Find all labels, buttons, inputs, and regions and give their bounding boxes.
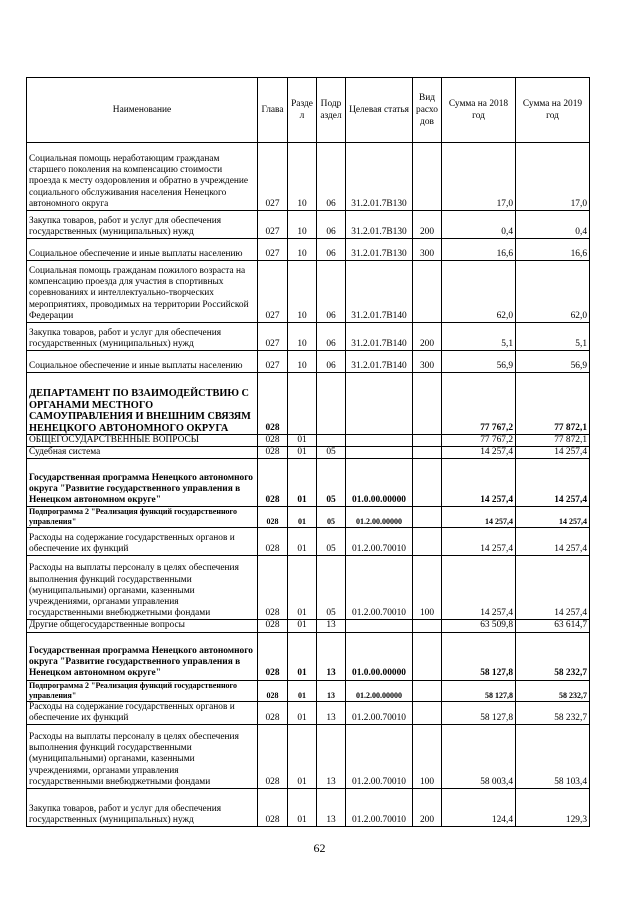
- row-name: Социальная помощь гражданам пожилого возраста на компенсацию проезда для участия в спортивных соревнованиях и интеллектуально-творческих мероприятиях, проводимых на территории Российской Федерации: [27, 261, 258, 323]
- row-name: Социальное обеспечение и иные выплаты населению: [27, 351, 258, 373]
- table-row: [27, 789, 590, 827]
- row-vid: [413, 528, 442, 556]
- row-glava: 027: [258, 239, 288, 261]
- budget-table: [26, 77, 590, 827]
- row-sum-2018: 14 257,4: [442, 459, 516, 507]
- row-vid: 300: [413, 351, 442, 373]
- row-razdel: 01: [288, 620, 317, 632]
- table-row: [27, 239, 590, 261]
- table-row: [27, 447, 590, 459]
- row-podrazdel: 13: [317, 701, 346, 724]
- row-name: Государственная программа Ненецкого автономного округа "Развитие государственного управления в Ненецком автономном округе": [27, 459, 258, 507]
- row-sum-2018: 5,1: [442, 323, 516, 351]
- row-sum-2018: 14 257,4: [442, 507, 516, 528]
- row-name: Расходы на содержание государственных органов и обеспечение их функций: [27, 528, 258, 556]
- row-vid: 300: [413, 239, 442, 261]
- row-target: 01.2.00.70010: [346, 528, 413, 556]
- row-name: Закупка товаров, работ и услуг для обеспечения государственных (муниципальных) нужд: [27, 211, 258, 239]
- row-razdel: 01: [288, 789, 317, 827]
- row-glava: 028: [258, 528, 288, 556]
- table-row: [27, 211, 590, 239]
- table-header-row: [27, 78, 590, 143]
- row-razdel: 01: [288, 556, 317, 620]
- row-name: Социальное обеспечение и иные выплаты населению: [27, 239, 258, 261]
- row-sum-2018: 63 509,8: [442, 620, 516, 632]
- row-glava: 028: [258, 789, 288, 827]
- row-target: 01.0.00.00000: [346, 632, 413, 680]
- table-row: [27, 528, 590, 556]
- row-name: Государственная программа Ненецкого автономного округа "Развитие государственного управления в Ненецком автономном округе": [27, 632, 258, 680]
- row-glava: 027: [258, 211, 288, 239]
- row-razdel: 01: [288, 632, 317, 680]
- row-vid: [413, 680, 442, 701]
- table-row: [27, 620, 590, 632]
- row-sum-2018: 58 003,4: [442, 725, 516, 789]
- row-sum-2019: 14 257,4: [516, 459, 590, 507]
- row-vid: [413, 459, 442, 507]
- row-sum-2019: 58 103,4: [516, 725, 590, 789]
- table-row: [27, 556, 590, 620]
- row-glava: 028: [258, 620, 288, 632]
- row-razdel: 10: [288, 261, 317, 323]
- row-target: [346, 447, 413, 459]
- header-name: Наименование: [27, 78, 258, 143]
- row-target: 01.2.00.70010: [346, 701, 413, 724]
- row-sum-2019: 14 257,4: [516, 556, 590, 620]
- table-row: [27, 701, 590, 724]
- row-razdel: 10: [288, 323, 317, 351]
- row-glava: 028: [258, 701, 288, 724]
- row-sum-2019: 17,0: [516, 143, 590, 211]
- table-row: [27, 680, 590, 701]
- row-target: 31.2.01.7В140: [346, 261, 413, 323]
- row-vid: 200: [413, 789, 442, 827]
- row-sum-2018: 0,4: [442, 211, 516, 239]
- header-podrazdel: Подр аздел: [317, 78, 346, 143]
- row-razdel: [288, 373, 317, 435]
- row-podrazdel: [317, 373, 346, 435]
- row-razdel: 10: [288, 211, 317, 239]
- row-name: Закупка товаров, работ и услуг для обеспечения государственных (муниципальных) нужд: [27, 323, 258, 351]
- row-sum-2019: 14 257,4: [516, 528, 590, 556]
- row-glava: 028: [258, 556, 288, 620]
- row-name: Подпрограмма 2 "Реализация функций государственного управления": [27, 507, 258, 528]
- row-glava: 028: [258, 632, 288, 680]
- row-podrazdel: 05: [317, 556, 346, 620]
- row-sum-2019: 16,6: [516, 239, 590, 261]
- row-target: [346, 620, 413, 632]
- header-target: Целевая статья: [346, 78, 413, 143]
- row-podrazdel: 05: [317, 507, 346, 528]
- page-number: 62: [313, 841, 326, 855]
- table-row: [27, 632, 590, 680]
- row-sum-2018: 124,4: [442, 789, 516, 827]
- row-podrazdel: 05: [317, 528, 346, 556]
- row-name: Закупка товаров, работ и услуг для обеспечения государственных (муниципальных) нужд: [27, 789, 258, 827]
- row-sum-2018: 14 257,4: [442, 528, 516, 556]
- row-vid: 200: [413, 211, 442, 239]
- row-glava: 027: [258, 351, 288, 373]
- row-vid: 100: [413, 556, 442, 620]
- row-target: 01.2.00.00000: [346, 507, 413, 528]
- row-target: [346, 435, 413, 447]
- row-razdel: 01: [288, 507, 317, 528]
- row-podrazdel: 05: [317, 459, 346, 507]
- table-row: [27, 507, 590, 528]
- row-glava: 027: [258, 143, 288, 211]
- row-glava: 028: [258, 435, 288, 447]
- row-podrazdel: 13: [317, 789, 346, 827]
- row-podrazdel: 13: [317, 632, 346, 680]
- row-sum-2018: 17,0: [442, 143, 516, 211]
- row-vid: [413, 447, 442, 459]
- row-target: 31.2.01.7В140: [346, 323, 413, 351]
- table-row: [27, 373, 590, 435]
- table-row: [27, 261, 590, 323]
- row-sum-2018: 16,6: [442, 239, 516, 261]
- row-name: ДЕПАРТАМЕНТ ПО ВЗАИМОДЕЙСТВИЮ С ОРГАНАМИ МЕСТНОГО САМОУПРАВЛЕНИЯ И ВНЕШНИМ СВЯЗЯМ НЕНЕЦКОГО АВТОНОМНОГО ОКРУГА: [27, 373, 258, 435]
- row-sum-2018: 62,0: [442, 261, 516, 323]
- row-target: 01.0.00.00000: [346, 459, 413, 507]
- row-razdel: 01: [288, 459, 317, 507]
- row-razdel: 01: [288, 701, 317, 724]
- row-glava: 027: [258, 261, 288, 323]
- row-razdel: 01: [288, 435, 317, 447]
- row-sum-2019: 58 232,7: [516, 701, 590, 724]
- row-sum-2018: 58 127,8: [442, 632, 516, 680]
- row-name: Подпрограмма 2 "Реализация функций государственного управления": [27, 680, 258, 701]
- row-name: Судебная система: [27, 447, 258, 459]
- row-vid: 100: [413, 725, 442, 789]
- row-target: 31.2.01.7В130: [346, 143, 413, 211]
- table-row: [27, 725, 590, 789]
- row-podrazdel: 05: [317, 447, 346, 459]
- row-podrazdel: 06: [317, 261, 346, 323]
- table-row: [27, 143, 590, 211]
- row-razdel: 01: [288, 447, 317, 459]
- row-target: 01.2.00.00000: [346, 680, 413, 701]
- row-vid: [413, 620, 442, 632]
- row-sum-2019: 63 614,7: [516, 620, 590, 632]
- row-podrazdel: 06: [317, 323, 346, 351]
- row-podrazdel: 06: [317, 351, 346, 373]
- row-podrazdel: [317, 435, 346, 447]
- row-glava: 028: [258, 373, 288, 435]
- header-razdel: Разде л: [288, 78, 317, 143]
- row-podrazdel: 13: [317, 725, 346, 789]
- row-sum-2019: 0,4: [516, 211, 590, 239]
- row-sum-2018: 14 257,4: [442, 447, 516, 459]
- row-sum-2019: 14 257,4: [516, 507, 590, 528]
- row-glava: 028: [258, 459, 288, 507]
- row-sum-2018: 14 257,4: [442, 556, 516, 620]
- row-podrazdel: 06: [317, 239, 346, 261]
- row-podrazdel: 13: [317, 620, 346, 632]
- row-target: 01.2.00.70010: [346, 725, 413, 789]
- row-name: Социальная помощь неработающим гражданам старшего поколения на компенсацию стоимости проезда к месту оздоровления и обратно в учреждение социального обслуживания населения Ненецкого автономного округа: [27, 143, 258, 211]
- row-razdel: 10: [288, 351, 317, 373]
- row-vid: [413, 632, 442, 680]
- row-target: 01.2.00.70010: [346, 789, 413, 827]
- row-podrazdel: 06: [317, 211, 346, 239]
- row-podrazdel: 13: [317, 680, 346, 701]
- table-body: [27, 143, 590, 827]
- row-sum-2019: 77 872,1: [516, 373, 590, 435]
- row-razdel: 01: [288, 725, 317, 789]
- row-vid: [413, 435, 442, 447]
- row-sum-2018: 58 127,8: [442, 680, 516, 701]
- row-glava: 028: [258, 507, 288, 528]
- row-glava: 028: [258, 447, 288, 459]
- header-sum-2018: Сумма на 2018 год: [442, 78, 516, 143]
- row-sum-2019: 77 872,1: [516, 435, 590, 447]
- row-sum-2019: 58 232,7: [516, 680, 590, 701]
- row-target: 31.2.01.7В140: [346, 351, 413, 373]
- table-row: [27, 459, 590, 507]
- row-podrazdel: 06: [317, 143, 346, 211]
- row-sum-2019: 129,3: [516, 789, 590, 827]
- row-sum-2019: 56,9: [516, 351, 590, 373]
- row-sum-2019: 62,0: [516, 261, 590, 323]
- row-sum-2019: 14 257,4: [516, 447, 590, 459]
- row-name: Расходы на выплаты персоналу в целях обеспечения выполнения функций государственными (муниципальными) органами, казенными учреждениями, органами управления государственными внебюджетными фондами: [27, 725, 258, 789]
- row-sum-2019: 58 232,7: [516, 632, 590, 680]
- header-sum-2019: Сумма на 2019 год: [516, 78, 590, 143]
- table-row: [27, 351, 590, 373]
- row-sum-2018: 77 767,2: [442, 373, 516, 435]
- row-glava: 028: [258, 680, 288, 701]
- row-razdel: 01: [288, 528, 317, 556]
- header-glava: Глава: [258, 78, 288, 143]
- row-razdel: 10: [288, 239, 317, 261]
- row-sum-2018: 58 127,8: [442, 701, 516, 724]
- row-razdel: 10: [288, 143, 317, 211]
- row-target: [346, 373, 413, 435]
- row-target: 01.2.00.70010: [346, 556, 413, 620]
- row-vid: [413, 261, 442, 323]
- table-row: [27, 435, 590, 447]
- row-sum-2018: 56,9: [442, 351, 516, 373]
- row-vid: [413, 701, 442, 724]
- row-vid: [413, 143, 442, 211]
- row-vid: [413, 373, 442, 435]
- row-name: Другие общегосударственные вопросы: [27, 620, 258, 632]
- table-row: [27, 323, 590, 351]
- row-target: 31.2.01.7В130: [346, 239, 413, 261]
- row-vid: 200: [413, 323, 442, 351]
- header-vid: Вид расхо дов: [413, 78, 442, 143]
- row-name: Расходы на содержание государственных органов и обеспечение их функций: [27, 701, 258, 724]
- row-name: Расходы на выплаты персоналу в целях обеспечения выполнения функций государственными (муниципальными) органами, казенными учреждениями, органами управления государственными внебюджетными фондами: [27, 556, 258, 620]
- row-sum-2019: 5,1: [516, 323, 590, 351]
- row-name: ОБЩЕГОСУДАРСТВЕННЫЕ ВОПРОСЫ: [27, 435, 258, 447]
- row-glava: 027: [258, 323, 288, 351]
- row-razdel: 01: [288, 680, 317, 701]
- row-vid: [413, 507, 442, 528]
- row-sum-2018: 77 767,2: [442, 435, 516, 447]
- row-glava: 028: [258, 725, 288, 789]
- row-target: 31.2.01.7В130: [346, 211, 413, 239]
